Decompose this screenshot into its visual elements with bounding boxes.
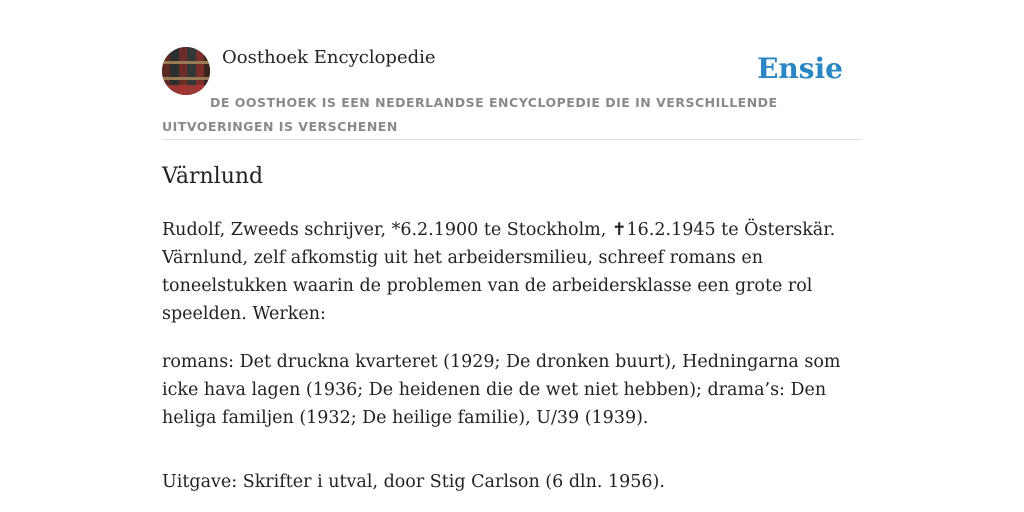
entry-paragraph: Rudolf, Zweeds schrijver, *6.2.1900 te Stockholm, ✝16.2.1945 te Österskär. Värnlund, zelf afkomstig uit het arbeidersmilieu, schreef romans en toneelstukken waarin de problemen van de arbeidersklasse een grote rol speelden. Werken: <box>162 220 836 324</box>
ensie-logo[interactable]: Ensie <box>757 52 843 85</box>
header-divider <box>162 139 862 140</box>
site-title[interactable]: Oosthoek Encyclopedie <box>222 47 436 68</box>
encyclopedia-books-icon <box>162 47 210 95</box>
entry-title: Värnlund <box>162 164 264 189</box>
site-tagline: DE OOSTHOEK IS EEN NEDERLANDSE ENCYCLOPEDIE DIE IN VERSCHILLENDE UITVOERINGEN IS VERSCHENEN <box>162 95 778 134</box>
entry-content <box>162 216 862 512</box>
entry-paragraph: romans: Det druckna kvarteret (1929; De dronken buurt), Hedningarna som icke hava lagen (1936; De heidenen die de wet niet hebben); drama’s: Den heliga familjen (1932; De heilige familie), U/39 (1939). <box>162 352 841 428</box>
entry-paragraph: Uitgave: Skrifter i utval, door Stig Carlson (6 dln. 1956). <box>162 472 665 492</box>
